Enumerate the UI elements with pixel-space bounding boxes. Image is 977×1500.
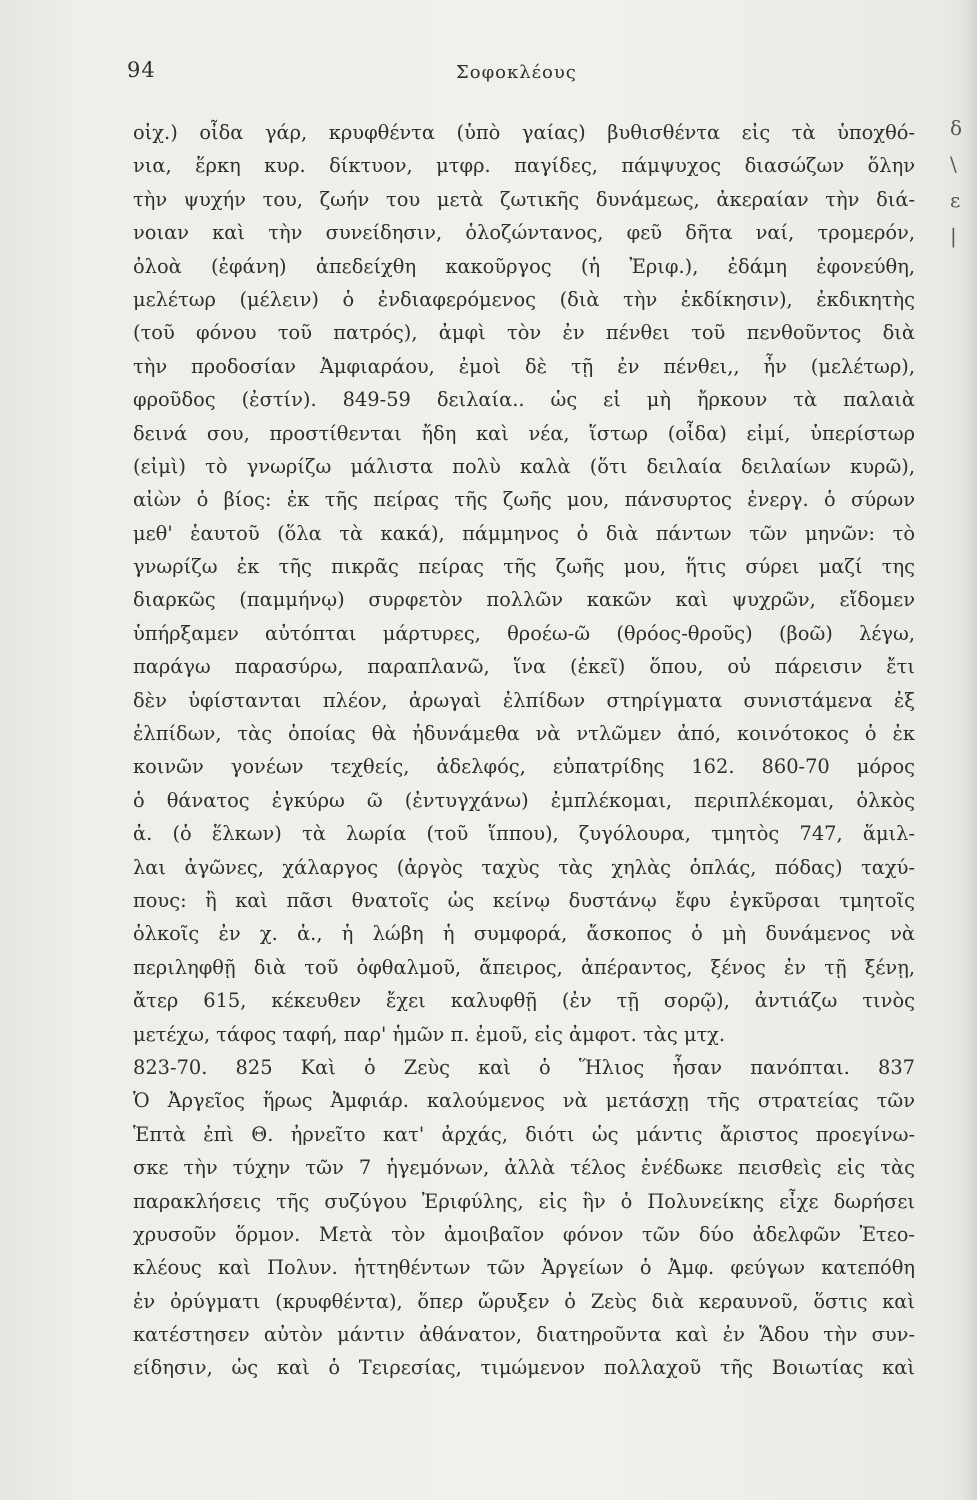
text-line: ὁλκοῖς ἐν χ. ἁ., ἡ λώβη ἡ συμφορά, ἄσκοπος ὁ μὴ δυνάμενος νὰ [133,922,915,946]
text-line: γνωρίζω ἐκ τῆς πικρᾶς πείρας τῆς ζωῆς μου, ἥτις σύρει μαζί της [133,555,915,579]
text-line: κατέστησεν αὐτὸν μάντιν ἀθάνατον, διατηροῦντα καὶ ἐν Ἅδου τὴν συν- [133,1323,915,1347]
text-line: ἐν ὀρύγματι (κρυφθέντα), ὅπερ ὤρυξεν ὁ Ζεὺς διὰ κεραυνοῦ, ὅστις καὶ [133,1289,915,1313]
text-line: σκε τὴν τύχην τῶν 7 ἡγεμόνων, ἀλλὰ τέλος ἐνέδωκε πεισθεὶς εἰς τὰς [133,1156,915,1180]
edge-glyph: ε [950,188,961,212]
text-line: παρακλήσεις τῆς συζύγου Ἐριφύλης, εἰς ἣν ὁ Πολυνείκης εἶχε δωρήσει [133,1189,915,1213]
text-line: ἀ. (ὁ ἕλκων) τὰ λωρία (τοῦ ἵππου), ζυγόλουρα, τμητὸς 747, ἅμιλ- [133,822,915,846]
text-line: κοινῶν γονέων τεχθείς, ἀδελφός, εὐπατρίδης 162. 860-70 μόρος [133,755,915,779]
text-line: ὑπήρξαμεν αὐτόπται μάρτυρες, θροέω-ῶ (θρόος-θροῦς) (βοῶ) λέγω, [133,621,915,645]
text-line: δεινά σου, προστίθενται ἤδη καὶ νέα, ἵστωρ (οἶδα) εἰμί, ὑπερίστωρ [133,421,915,445]
text-line: (εἰμὶ) τὸ γνωρίζω μάλιστα πολὺ καλὰ (ὅτι δειλαία δειλαίων κυρῶ), [133,454,915,478]
page-edge-shadow [963,0,977,1500]
text-line: τὴν προδοσίαν Ἀμφιαράου, ἐμοὶ δὲ τῇ ἐν πένθει,, ἦν (μελέτωρ), [133,354,915,378]
page-number: 94 [127,58,156,82]
edge-glyph: δ [950,116,963,140]
text-line: νια, ἕρκη κυρ. δίκτυον, μτφρ. παγίδες, πάμψυχος διασώζων ὅλην [133,154,915,178]
text-line: λαι ἀγῶνες, χάλαργος (ἀργὸς ταχὺς τὰς χηλὰς ὁπλάς, πόδας) ταχύ- [133,855,915,879]
text-line: 823-70. 825 Καὶ ὁ Ζεὺς καὶ ὁ Ἥλιος ἦσαν πανόπται. 837 [133,1055,915,1079]
edge-glyph: | [950,224,957,248]
text-line: χρυσοῦν ὅρμον. Μετὰ τὸν ἀμοιβαῖον φόνον τῶν δύο ἀδελφῶν Ἐτεο- [133,1222,915,1246]
text-line: δὲν ὑφίστανται πλέον, ἀρωγαὶ ἐλπίδων στηρίγματα συνιστάμενα ἐξ [133,688,915,712]
text-line: Ὁ Ἀργεῖος ἥρως Ἀμφιάρ. καλούμενος νὰ μετάσχῃ τῆς στρατείας τῶν [133,1089,915,1113]
text-line: μεθ' ἑαυτοῦ (ὅλα τὰ κακά), πάμμηνος ὁ διὰ πάντων τῶν μηνῶν: τὸ [133,521,915,545]
page-header [0,58,977,88]
text-line: διαρκῶς (παμμήνῳ) συρφετὸν πολλῶν κακῶν καὶ ψυχρῶν, εἴδομεν [133,588,915,612]
text-line: παράγω παρασύρω, παραπλανῶ, ἵνα (ἐκεῖ) ὅπου, οὐ πάρεισιν ἔτι [133,655,915,679]
text-line: πους: ἢ καὶ πᾶσι θνατοῖς ὡς κείνῳ δυστάνῳ ἔφυ ἐγκῦρσαι τμητοῖς [133,888,915,912]
text-line: οἰχ.) οἶδα γάρ, κρυφθέντα (ὑπὸ γαίας) βυθισθέντα εἰς τὰ ὑποχθό- [133,121,915,144]
text-line: ὀλοὰ (ἐφάνη) ἀπεδείχθη κακοῦργος (ἡ Ἐριφ.), ἐδάμη ἐφονεύθη, [133,254,915,278]
text-line: φροῦδος (ἐστίν). 849-59 δειλαία.. ὡς εἰ μὴ ἤρκουν τὰ παλαιὰ [133,388,915,412]
text-line: ἐλπίδων, τὰς ὁποίας θὰ ἠδυνάμεθα νὰ ντλῶμεν ἀπό, κοινότοκος ὁ ἐκ [133,722,915,746]
text-line: ὁ θάνατος ἐγκύρω ῶ (ἐντυγχάνω) ἐμπλέκομαι, περιπλέκομαι, ὁλκὸς [133,788,915,812]
text-line: είδησιν, ὡς καὶ ὁ Τειρεσίας, τιμώμενον πολλαχοῦ τῆς Βοιωτίας καὶ [133,1356,915,1380]
running-title: Σοφοκλέους [456,62,577,83]
text-line: περιληφθῇ διὰ τοῦ ὀφθαλμοῦ, ἄπειρος, ἀπέραντος, ξένος ἐν τῇ ξένῃ, [133,955,915,979]
text-line: μετέχω, τάφος ταφή, παρ' ἡμῶν π. ἐμοῦ, εἰς ἀμφοτ. τὰς μτχ. [133,1022,726,1046]
commentary-text [133,116,915,1385]
text-line: νοιαν καὶ τὴν συνείδησιν, ὁλοζώντανος, φεῦ δῆτα ναί, τρομερόν, [133,221,915,245]
text-line: ἄτερ 615, κέκευθεν ἔχει καλυφθῇ (ἐν τῇ σορῷ), ἀντιάζω τινὸς [133,989,915,1013]
text-line: μελέτωρ (μέλειν) ὁ ἐνδιαφερόμενος (διὰ τὴν ἐκδίκησιν), ἐκδικητὴς [133,287,915,311]
text-line: τὴν ψυχήν του, ζωήν του μετὰ ζωτικῆς δυνάμεως, ἀκεραίαν τὴν διά- [133,187,915,211]
text-line: Ἑπτὰ ἐπὶ Θ. ἠρνεῖτο κατ' ἀρχάς, διότι ὡς μάντις ἄριστος προεγίνω- [133,1122,915,1146]
edge-glyph: \ [950,152,957,176]
text-line: αἰὼν ὁ βίος: ἐκ τῆς πείρας τῆς ζωῆς μου, πάνσυρτος ἐνεργ. ὁ σύρων [133,488,915,512]
text-line: κλέους καὶ Πολυν. ἡττηθέντων τῶν Ἀργείων ὁ Ἀμφ. φεύγων κατεπόθη [133,1256,915,1280]
text-line: (τοῦ φόνου τοῦ πατρός), ἀμφὶ τὸν ἐν πένθει τοῦ πενθοῦντος διὰ [133,321,915,345]
